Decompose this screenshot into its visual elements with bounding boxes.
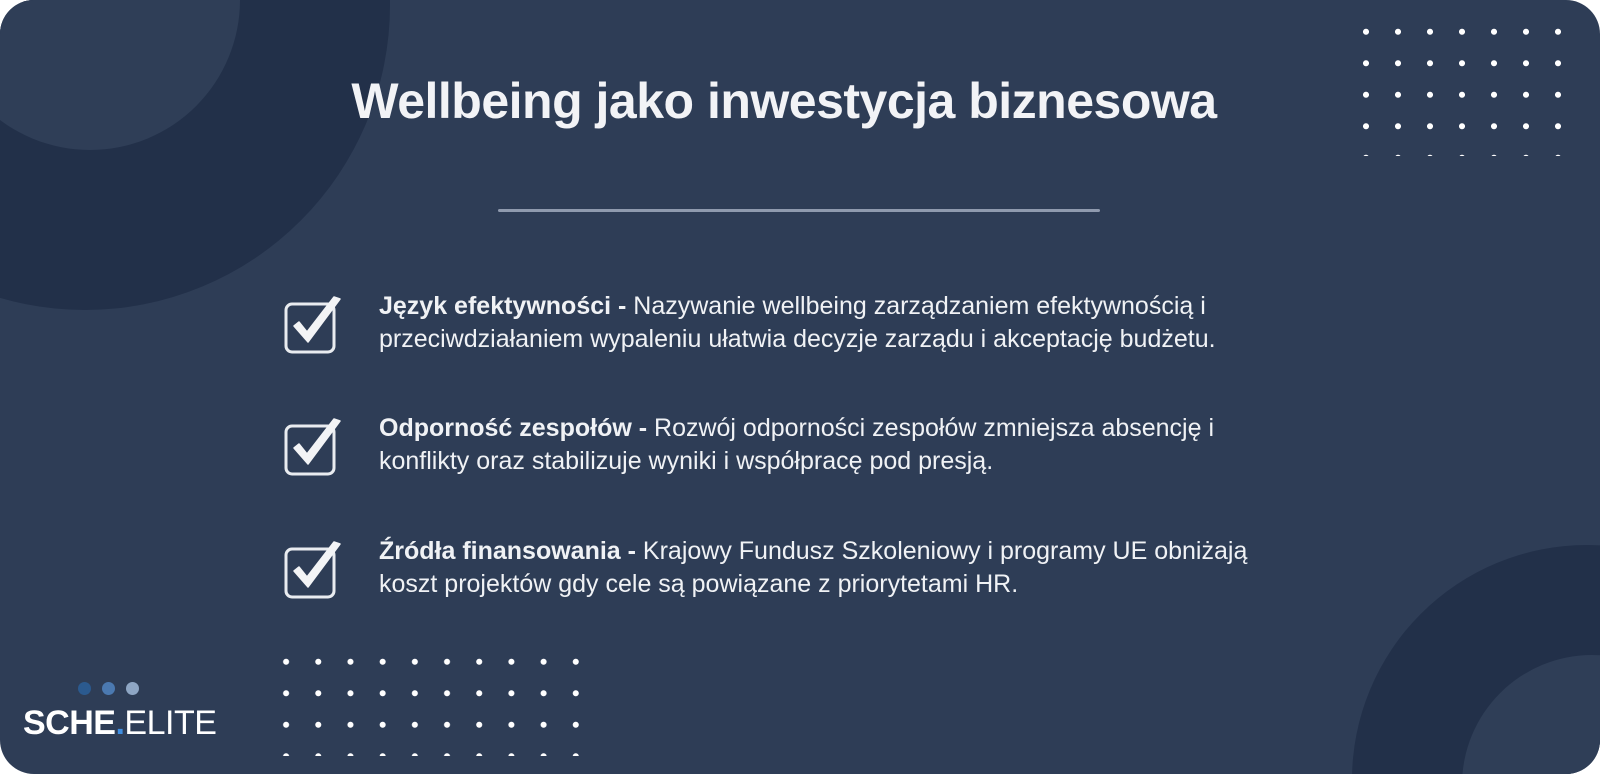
item-line-2: koszt projektów gdy cele są powiązane z priorytetami HR. xyxy=(379,570,1019,598)
checkbox-icon xyxy=(284,296,350,356)
logo-dot-char: . xyxy=(115,704,125,742)
item-line-1: Nazywanie wellbeing zarządzaniem efektywnością i xyxy=(633,292,1206,320)
item-text xyxy=(379,535,1379,601)
checkbox-icon xyxy=(284,418,350,478)
logo-dot xyxy=(78,682,91,695)
list-item xyxy=(284,535,1384,615)
item-heading: Odporność zespołów - xyxy=(379,414,655,442)
list-item xyxy=(284,290,1384,370)
page-title: Wellbeing jako inwestycja biznesowa xyxy=(351,73,1217,129)
logo-wordmark xyxy=(23,704,216,743)
brand-logo xyxy=(23,680,253,750)
title-divider xyxy=(498,209,1100,212)
item-line-2: konflikty oraz stabilizuje wyniki i współpracę pod presją. xyxy=(379,447,994,475)
logo-part-2: ELITE xyxy=(124,704,217,742)
item-line-2: przeciwdziałaniem wypaleniu ułatwia decyzje zarządu i akceptację budżetu. xyxy=(379,325,1216,353)
logo-dots xyxy=(78,682,158,696)
logo-dot xyxy=(126,682,139,695)
logo-dot xyxy=(102,682,115,695)
item-heading: Źródła finansowania - xyxy=(379,537,643,565)
checkbox-icon xyxy=(284,541,350,601)
list-item xyxy=(284,412,1384,492)
item-text xyxy=(379,412,1379,478)
dot-grid-bottom-left xyxy=(270,646,580,756)
item-text xyxy=(379,290,1379,356)
item-line-1: Krajowy Fundusz Szkoleniowy i programy UE obniżają xyxy=(642,537,1248,565)
item-line-1: Rozwój odporności zespołów zmniejsza absencję i xyxy=(654,414,1215,442)
logo-part-1: SCHE xyxy=(23,704,116,742)
item-heading: Język efektywności - xyxy=(379,292,634,320)
